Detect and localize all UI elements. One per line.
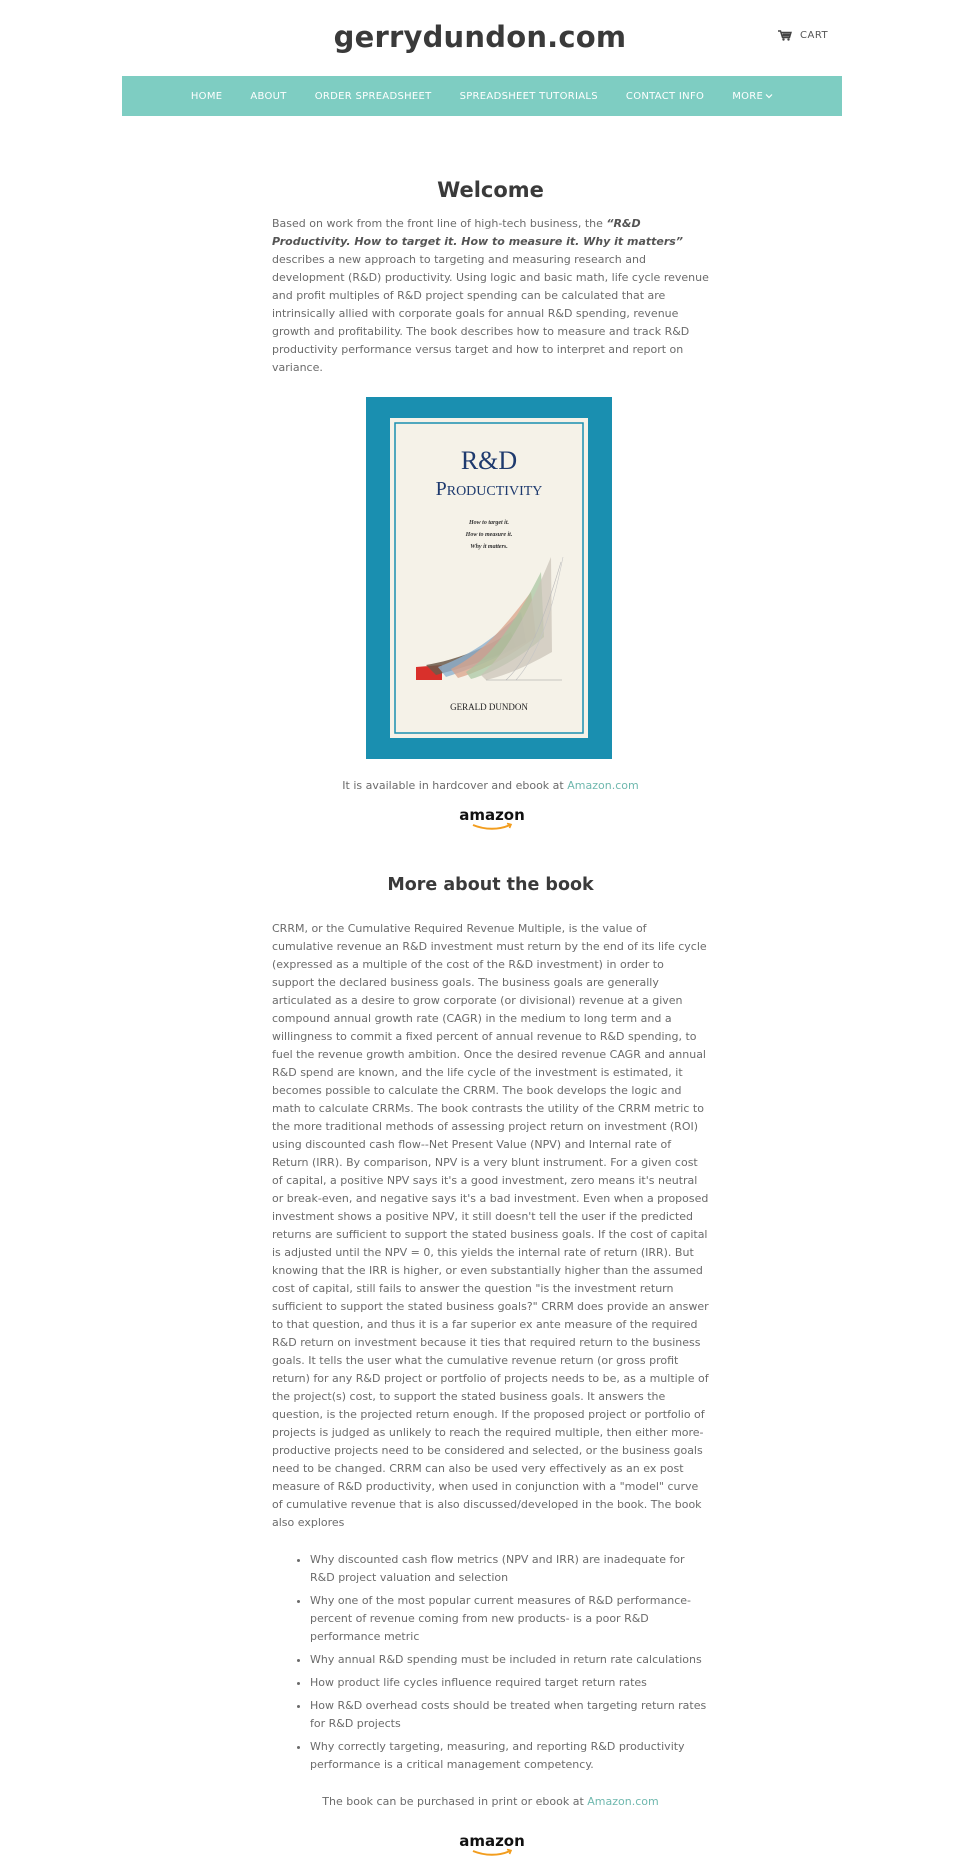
- intro-after: describes a new approach to targeting and measuring research and development (R&D) productivity. Using logic and basic math, life cycle revenue and profit multiples of R&D project spending can be calculated that are intrinsically allied with corporate goals for annual R&D spending, revenue growth and profitability. The book describes how to measure and track R&D productivity performance versus target and how to interpret and report on variance.: [272, 253, 709, 374]
- amazon-link-2[interactable]: Amazon.com: [587, 1795, 659, 1808]
- cover-title-line2: Productivity: [435, 478, 543, 500]
- book-cover-image: [366, 397, 612, 759]
- cover-title-line1: R&D: [460, 446, 518, 475]
- site-title[interactable]: gerrydundon.com: [333, 20, 627, 54]
- availability-text: [272, 777, 709, 795]
- cover-tagline-1: How to target it.: [468, 520, 510, 526]
- more-about-heading: More about the book: [387, 875, 594, 895]
- list-item: • Why one of the most popular current measures of R&D performance- percent of revenue coming from new products- is a poor R&D performance metric: [310, 1592, 709, 1646]
- amazon-logo-text-2: amazon: [459, 1832, 525, 1850]
- amazon-smile-icon: [473, 825, 510, 829]
- purchase-label: The book can be purchased in print or ebook at: [322, 1795, 588, 1808]
- amazon-link-1[interactable]: Amazon.com: [567, 779, 639, 792]
- cart-link[interactable]: [778, 30, 828, 41]
- list-item: • Why correctly targeting, measuring, and reporting R&D productivity performance is a critical management competency.: [310, 1738, 709, 1774]
- amazon-logo-text-1: amazon: [459, 806, 525, 824]
- purchase-text: [272, 1793, 709, 1811]
- nav-more-label: MORE: [732, 90, 764, 102]
- main-nav: [122, 76, 842, 116]
- crrm-paragraph: CRRM, or the Cumulative Required Revenue Multiple, is the value of cumulative revenue an R&D investment must return by the end of its life cycle (expressed as a multiple of the cost of the R&D investment) in order to support the declared business goals. The business goals are generally articulated as a desire to grow corporate (or divisional) revenue at a given compound annual growth rate (CAGR) in the medium to long term and a willingness to commit a fixed percent of annual revenue to R&D spending, to fuel the revenue growth ambition. Once the desired revenue CAGR and annual R&D spend are known, and the life cycle of the investment is estimated, it becomes possible to calculate the CRRM. The book develops the logic and math to calculate CRRMs. The book contrasts the utility of the CRRM metric to the more traditional methods of assessing project return on investment (ROI) using discounted cash flow--Net Present Value (NPV) and Internal rate of Return (IRR). By comparison, NPV is a very blunt instrument. For a given cost of capital, a positive NPV says it's a good investment, zero means it's neutral or break-even, and negative says it's a bad investment. Even when a proposed investment shows a positive NPV, it still doesn't tell the user if the predicted returns are sufficient to support the stated business goals. If the cost of capital is adjusted until the NPV = 0, this yields the internal rate of return (IRR). But knowing that the IRR is higher, or even substantially higher than the assumed cost of capital, still fails to answer the question "is the investment return sufficient to support the stated business goals?" CRRM does provide an answer to that question, and thus it is a far superior ex ante measure of the required R&D return on investment because it ties that required return to the business goals. It tells the user what the cumulative revenue return (or gross profit return) for any R&D project or portfolio of projects needs to be, as a multiple of the project(s) cost, to support the stated business goals. It answers the question, is the projected return enough. If the proposed project or portfolio of projects is judged as unlikely to reach the required multiple, then either more-productive projects need to be considered and selected, or the business goals need to be changed. CRRM can also be used very effectively as an ex post measure of R&D productivity, when used in conjunction with a "model" curve of cumulative revenue that is also discussed/developed in the book. The book also explores: [272, 922, 709, 1529]
- intro-before: Based on work from the front line of high-tech business, the: [272, 217, 607, 230]
- amazon-logo-2[interactable]: [452, 1832, 532, 1858]
- amazon-logo-1[interactable]: [452, 806, 532, 832]
- cart-label: CART: [800, 30, 829, 41]
- welcome-heading: Welcome: [437, 178, 544, 202]
- cover-author: GERALD DUNDON: [450, 702, 528, 712]
- intro-paragraph: [272, 215, 709, 377]
- chevron-down-icon: [765, 93, 773, 99]
- cover-tagline-2: How to measure it.: [465, 532, 513, 538]
- availability-label: It is available in hardcover and ebook at: [342, 779, 568, 792]
- list-item: • Why annual R&D spending must be included in return rate calculations: [310, 1651, 709, 1669]
- list-item: • How product life cycles influence required target return rates: [310, 1674, 709, 1692]
- nav-contact-info[interactable]: CONTACT INFO: [625, 90, 705, 102]
- amazon-smile-icon: [473, 1851, 510, 1855]
- nav-home[interactable]: HOME: [190, 90, 223, 102]
- topics-list: [272, 1551, 709, 1779]
- list-item: • Why discounted cash flow metrics (NPV and IRR) are inadequate for R&D project valuation and selection: [310, 1551, 709, 1587]
- book-title-quote: “R&D Productivity. How to target it. How to measure it. Why it matters”: [272, 217, 683, 248]
- nav-order-spreadsheet[interactable]: ORDER SPREADSHEET: [314, 90, 432, 102]
- list-item: • How R&D overhead costs should be treated when targeting return rates for R&D projects: [310, 1697, 709, 1733]
- cart-icon: [778, 30, 792, 41]
- nav-more[interactable]: [732, 91, 773, 102]
- nav-about[interactable]: ABOUT: [250, 90, 287, 102]
- cover-tagline-3: Why it matters.: [470, 544, 508, 550]
- nav-spreadsheet-tutorials[interactable]: SPREADSHEET TUTORIALS: [459, 90, 598, 102]
